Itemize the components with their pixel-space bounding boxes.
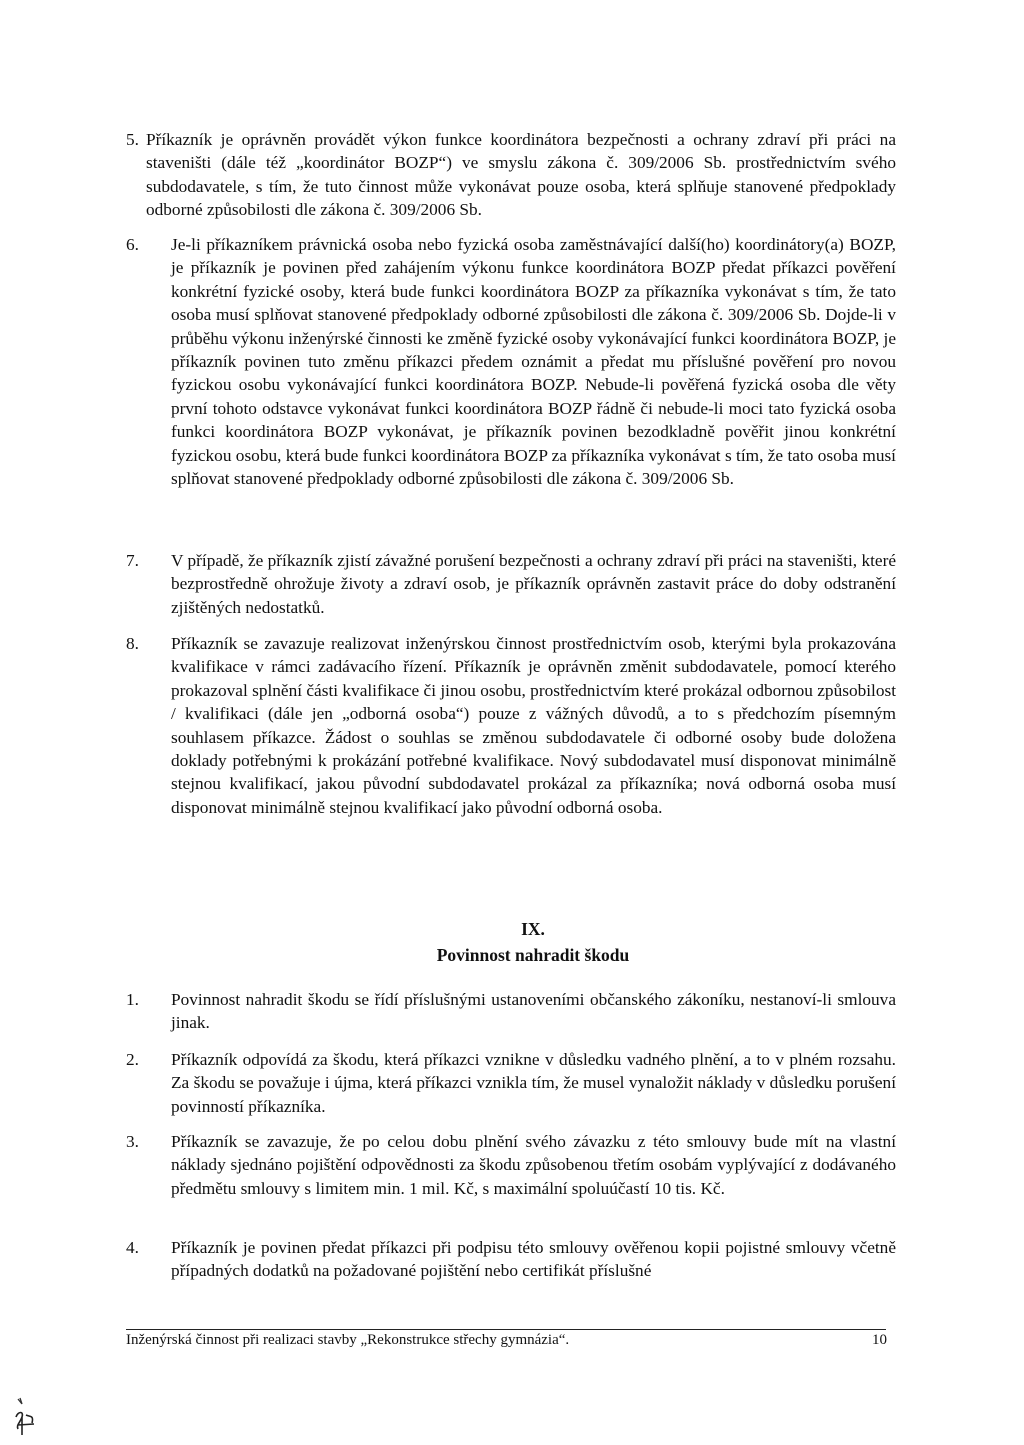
item-text: Příkazník je oprávněn provádět výkon funkce koordinátora bezpečnosti a ochrany zdraví při práci na staveništi (dále též „koordinátor BOZP“) ve smyslu zákona č. 309/2006 Sb. prostřednictvím svého subdodavatele, s tím, že tuto činnost může vykonávat pouze osoba, která splňuje stanovené předpoklady odborné způsobilosti dle zákona č. 309/2006 Sb.: [146, 130, 896, 220]
item-number: 4.: [126, 1238, 139, 1257]
item-number: 8.: [126, 634, 139, 653]
section-number: IX.: [521, 919, 545, 939]
item-text: V případě, že příkazník zjistí závažné porušení bezpečnosti a ochrany zdraví při práci na staveništi, které bezprostředně ohrožuje životy a zdraví osob, je příkazník oprávněn zastavit práce do doby odstranění zjištěných nedostatků.: [171, 551, 896, 617]
item-text: Příkazník je povinen předat příkazci při podpisu této smlouvy ověřenou kopii pojistné smlouvy včetně případných dodatků na požadované pojištění nebo certifikát příslušné: [171, 1238, 896, 1281]
footer-text: Inženýrská činnost při realizaci stavby „Rekonstrukce střechy gymnázia“.: [126, 1332, 570, 1348]
item-number: 6.: [126, 235, 139, 254]
item-number: 2.: [126, 1050, 139, 1069]
item-text: Příkazník se zavazuje, že po celou dobu plnění svého závazku z této smlouvy bude mít na vlastní náklady sjednáno pojištění odpovědnosti za škodu způsobenou třetím osobám vyplývající z dodávaného předmětu smlouvy s limitem min. 1 mil. Kč, s maximální spoluúčastí 10 tis. Kč.: [171, 1132, 896, 1198]
item-text: Příkazník se zavazuje realizovat inženýrskou činnost prostřednictvím osob, kterými byla prokazována kvalifikace v rámci zadávacího řízení. Příkazník je oprávněn změnit subdodavatele, pomocí kterého prokazoval splnění části kvalifikace či jinou osobu, prostřednictvím které prokázal odbornou způsobilost / kvalifikaci (dále jen „odborná osoba“) pouze z vážných důvodů, a to s předchozím písemným souhlasem příkazce. Žádost o souhlas se změnou subdodavatele či odborné osoby bude doložena doklady potřebnými k prokázání potřebné kvalifikace. Nový subdodavatel musí disponovat minimálně stejnou kvalifikací, jakou původní subdodavatel prokázal za příkazníka; nová odborná osoba musí disponovat minimálně stejnou kvalifikací jako původní odborná osoba.: [171, 634, 896, 817]
item-number: 1.: [126, 990, 139, 1009]
item-number: 7.: [126, 551, 139, 570]
item-number: 5.: [126, 130, 139, 149]
item-number: 3.: [126, 1132, 139, 1151]
footer-divider: [126, 1329, 886, 1330]
handwritten-initials: [8, 1395, 44, 1441]
item-text: Příkazník odpovídá za škodu, která příkazci vznikne v důsledku vadného plnění, a to v plném rozsahu. Za škodu se považuje i újma, která příkazci vznikla tím, že musel vynaložit náklady v důsledku porušení povinností příkazníka.: [171, 1050, 896, 1116]
page-number: 10: [872, 1332, 887, 1348]
section-title: Povinnost nahradit škodu: [436, 945, 630, 965]
item-text: Povinnost nahradit škodu se řídí příslušnými ustanoveními občanského zákoníku, nestanoví-li smlouva jinak.: [171, 990, 896, 1033]
item-text: Je-li příkazníkem právnická osoba nebo fyzická osoba zaměstnávající další(ho) koordinátory(a) BOZP, je příkazník je povinen před zahájením výkonu funkce koordinátora BOZP předat příkazci pověření konkrétní fyzické osoby, která bude funkci koordinátora BOZP za příkazníka vykonávat s tím, že tato osoba musí splňovat stanovené předpoklady odborné způsobilosti dle zákona č. 309/2006 Sb. Dojde-li v průběhu výkonu inženýrské činnosti ke změně fyzické osoby vykonávající funkci koordinátora BOZP, je příkazník povinen tuto změnu příkazci předem oznámit a předat mu příslušné pověření pro novou fyzickou osobu vykonávající funkci koordinátora BOZP. Nebude-li pověřená fyzická osoba dle věty první tohoto odstavce vykonávat funkci koordinátora BOZP řádně či nebude-li moci tato fyzická osoba funkci koordinátora BOZP vykonávat, je příkazník povinen bezodkladně pověřit jinou konkrétní fyzickou osobu, která bude funkci koordinátora BOZP za příkazníka vykonávat s tím, že tato osoba musí splňovat stanovené předpoklady odborné způsobilosti dle zákona č. 309/2006 Sb.: [171, 235, 896, 489]
